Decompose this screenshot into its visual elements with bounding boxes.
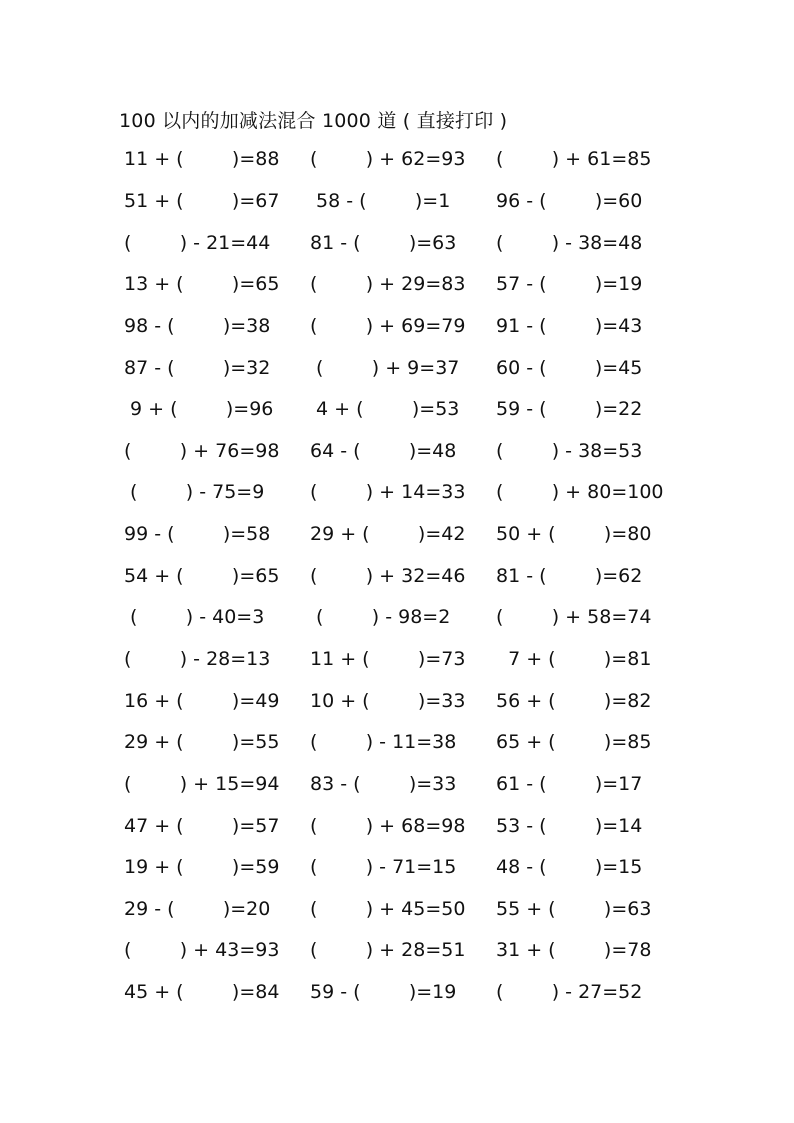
math-problem: 57 - ( )=19 <box>496 273 643 296</box>
problem-row <box>124 805 654 847</box>
math-problem: 45 + ( )=84 <box>124 981 280 1004</box>
math-problem: ( ) - 98=2 <box>310 606 451 629</box>
math-problem: 98 - ( )=38 <box>124 314 271 337</box>
math-problem: 59 - ( )=19 <box>310 981 457 1004</box>
math-problem: 19 + ( )=59 <box>124 856 280 879</box>
math-problem: 9 + ( )=96 <box>124 398 274 421</box>
math-problem: ( ) + 68=98 <box>310 814 466 837</box>
math-problem: 48 - ( )=15 <box>496 856 643 879</box>
math-problem: ( ) + 76=98 <box>124 439 280 462</box>
page-title: 100 以内的加减法混合 1000 道 ( 直接打印 ) <box>119 110 508 132</box>
math-problem: 60 - ( )=45 <box>496 356 643 379</box>
math-problem: ( ) - 21=44 <box>124 231 271 254</box>
problem-row <box>124 222 654 264</box>
problem-row <box>124 680 654 722</box>
math-problem: ( ) + 69=79 <box>310 314 466 337</box>
problem-row <box>124 181 654 223</box>
math-problem: ( ) - 75=9 <box>124 481 265 504</box>
math-problem: ( ) + 58=74 <box>496 606 652 629</box>
math-problem: ( ) - 71=15 <box>310 856 457 879</box>
math-problem: ( ) - 27=52 <box>496 981 643 1004</box>
problem-row <box>124 139 654 181</box>
math-problem: ( ) + 32=46 <box>310 564 466 587</box>
math-problem: 65 + ( )=85 <box>496 731 652 754</box>
math-problem: ( ) - 28=13 <box>124 648 271 670</box>
math-problem: ( ) + 61=85 <box>496 148 652 171</box>
math-problem: ( ) - 38=48 <box>496 231 643 254</box>
math-problem: ( ) + 14=33 <box>310 481 466 504</box>
math-problem: 56 + ( )=82 <box>496 689 652 712</box>
math-problem: 59 - ( )=22 <box>496 398 643 421</box>
math-problem: ( ) - 40=3 <box>124 606 265 629</box>
math-problem: 81 - ( )=63 <box>310 231 457 254</box>
math-problem: 29 - ( )=20 <box>124 897 271 920</box>
math-problem: 4 + ( )=53 <box>310 398 460 421</box>
math-problem: 29 + ( )=42 <box>310 523 466 546</box>
math-problem: 61 - ( )=17 <box>496 772 643 795</box>
math-problem: 81 - ( )=62 <box>496 564 643 587</box>
problem-row <box>124 347 654 389</box>
problem-row <box>124 930 654 972</box>
math-problem: 87 - ( )=32 <box>124 356 271 379</box>
math-problem: ( ) + 43=93 <box>124 939 280 962</box>
math-problem: ( ) + 62=93 <box>310 148 466 171</box>
problem-grid <box>124 139 664 1013</box>
math-problem: 51 + ( )=67 <box>124 189 280 212</box>
math-problem: 96 - ( )=60 <box>496 189 643 212</box>
problem-row <box>124 389 654 431</box>
problem-row <box>124 555 654 597</box>
problem-row <box>124 639 654 681</box>
math-problem: 11 + ( )=73 <box>310 648 466 670</box>
math-problem: 99 - ( )=58 <box>124 523 271 546</box>
math-problem: ( ) + 15=94 <box>124 772 280 795</box>
math-problem: 50 + ( )=80 <box>496 523 652 546</box>
math-problem: 64 - ( )=48 <box>310 439 457 462</box>
math-problem: ( ) + 80=100 <box>496 481 664 504</box>
math-problem: 54 + ( )=65 <box>124 564 280 587</box>
math-problem: ( ) - 38=53 <box>496 439 643 462</box>
problem-row <box>124 306 654 348</box>
math-problem: 13 + ( )=65 <box>124 273 280 296</box>
math-problem: 11 + ( )=88 <box>124 148 280 171</box>
problem-row <box>124 889 654 931</box>
math-problem: 91 - ( )=43 <box>496 314 643 337</box>
math-problem: ( ) + 9=37 <box>310 356 460 379</box>
math-problem: 55 + ( )=63 <box>496 897 652 920</box>
math-problem: ( ) + 28=51 <box>310 939 466 962</box>
math-problem: 47 + ( )=57 <box>124 814 280 837</box>
problem-row <box>124 514 654 556</box>
problem-row <box>124 264 654 306</box>
math-problem: 31 + ( )=78 <box>496 939 652 962</box>
math-problem: 16 + ( )=49 <box>124 689 280 712</box>
problem-row <box>124 430 654 472</box>
math-problem: 29 + ( )=55 <box>124 731 280 754</box>
math-problem: 83 - ( )=33 <box>310 772 457 795</box>
math-problem: ( ) + 45=50 <box>310 897 466 920</box>
problem-row <box>124 597 654 639</box>
problem-row <box>124 722 654 764</box>
math-problem: 10 + ( )=33 <box>310 689 466 712</box>
problem-row <box>124 472 664 514</box>
problem-row <box>124 972 654 1014</box>
math-problem: 58 - ( )=1 <box>310 189 451 212</box>
problem-row <box>124 847 654 889</box>
problem-row <box>124 764 654 806</box>
math-problem: 53 - ( )=14 <box>496 814 643 837</box>
math-problem: ( ) + 29=83 <box>310 273 466 296</box>
math-problem: 7 + ( )=81 <box>496 648 652 670</box>
math-problem: ( ) - 11=38 <box>310 731 457 754</box>
